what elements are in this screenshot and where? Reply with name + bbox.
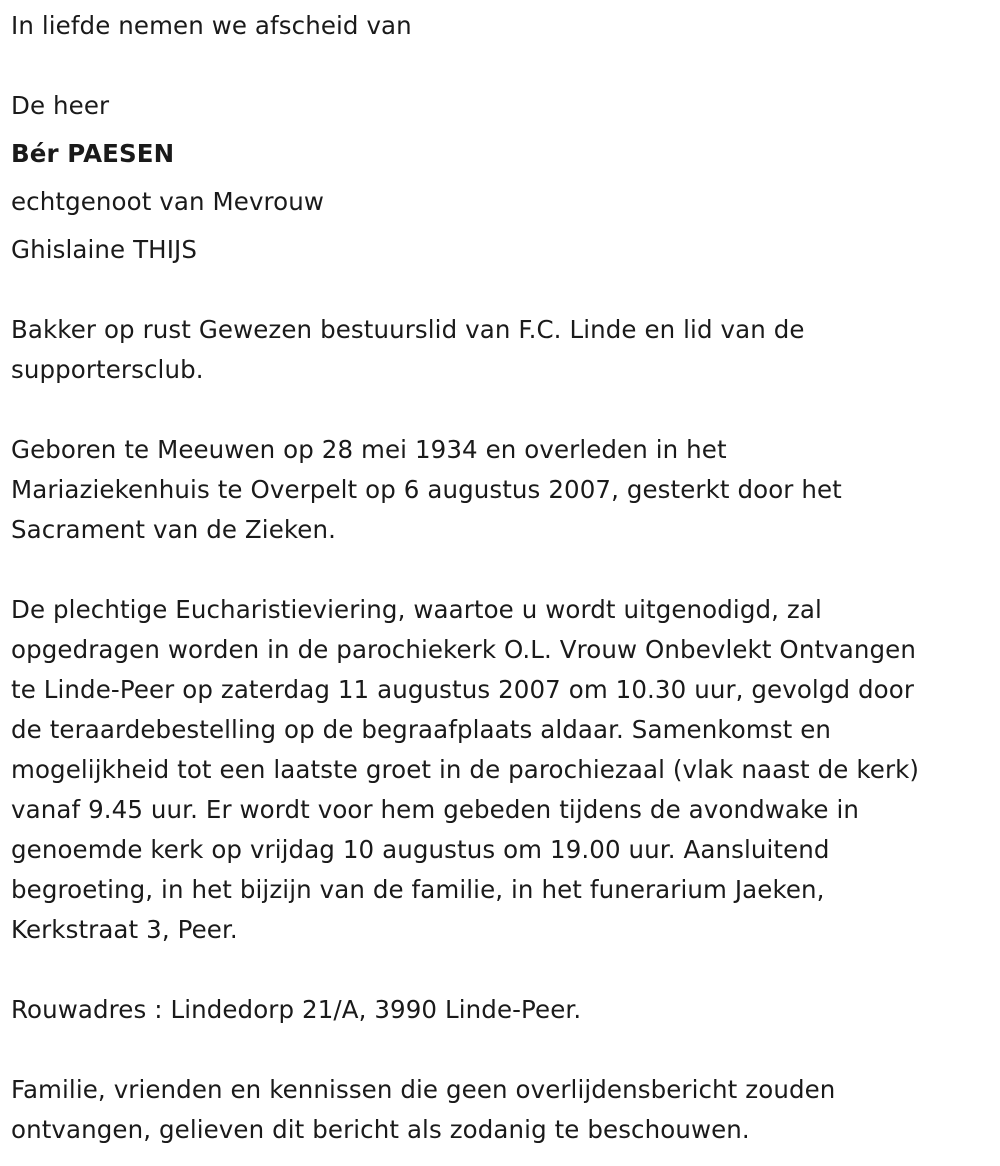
spouse-label: echtgenoot van Mevrouw (11, 187, 325, 216)
deceased-name: Bér PAESEN (11, 139, 175, 168)
paragraph-line: De plechtige Eucharistieviering, waartoe u wordt uitgenodigd, zal (11, 595, 822, 624)
paragraph-line: Sacrament van de Zieken. (11, 515, 336, 544)
mourning-address: Rouwadres : Lindedorp 21/A, 3990 Linde-Peer. (11, 995, 582, 1024)
paragraph-line: supportersclub. (11, 355, 204, 384)
address-paragraph (11, 990, 991, 1030)
paragraph-line: Bakker op rust Gewezen bestuurslid van F.C. Linde en lid van de (11, 315, 805, 344)
paragraph-line: begroeting, in het bijzijn van de familie, in het funerarium Jaeken, (11, 875, 825, 904)
closing-paragraph (11, 1070, 991, 1150)
spouse-name: Ghislaine THIJS (11, 235, 197, 264)
paragraph-line: genoemde kerk op vrijdag 10 augustus om 19.00 uur. Aansluitend (11, 835, 830, 864)
paragraph-line: Familie, vrienden en kennissen die geen overlijdensbericht zouden (11, 1075, 836, 1104)
honorific: De heer (11, 91, 110, 120)
paragraph-line: mogelijkheid tot een laatste groet in de parochiezaal (vlak naast de kerk) (11, 755, 920, 784)
occupation-paragraph (11, 310, 991, 390)
death-notice (11, 6, 991, 1150)
birth-death-paragraph (11, 430, 991, 550)
ceremony-paragraph (11, 590, 991, 950)
paragraph-line: Mariaziekenhuis te Overpelt op 6 augustus 2007, gesterkt door het (11, 475, 842, 504)
paragraph-line: Kerkstraat 3, Peer. (11, 915, 238, 944)
paragraph-line: Geboren te Meeuwen op 28 mei 1934 en overleden in het (11, 435, 727, 464)
paragraph-line: opgedragen worden in de parochiekerk O.L. Vrouw Onbevlekt Ontvangen (11, 635, 916, 664)
paragraph-line: te Linde-Peer op zaterdag 11 augustus 2007 om 10.30 uur, gevolgd door (11, 675, 915, 704)
paragraph-line: vanaf 9.45 uur. Er wordt voor hem gebeden tijdens de avondwake in (11, 795, 859, 824)
paragraph-line: de teraardebestelling op de begraafplaats aldaar. Samenkomst en (11, 715, 832, 744)
paragraph-line: ontvangen, gelieven dit bericht als zodanig te beschouwen. (11, 1115, 750, 1144)
intro-text: In liefde nemen we afscheid van (11, 11, 412, 40)
